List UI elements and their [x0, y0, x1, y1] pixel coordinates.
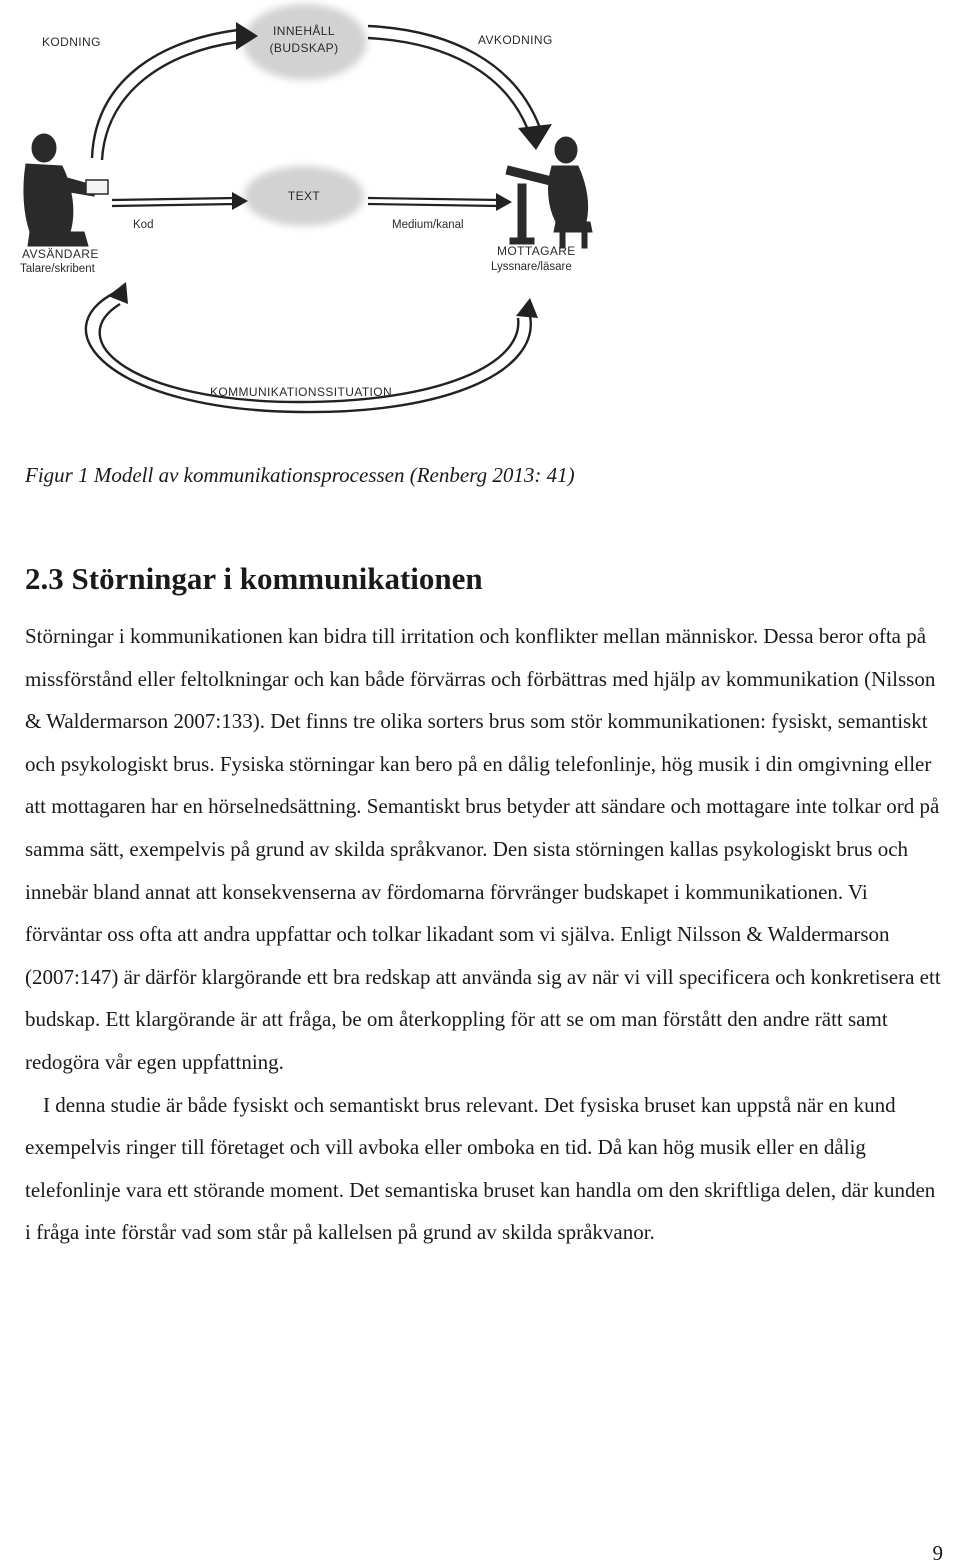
sender-sublabel: Talare/skribent [20, 263, 95, 275]
situation-arrowhead-right [516, 298, 538, 318]
situation-label: KOMMUNIKATIONSSITUATION [210, 385, 393, 399]
paragraph: I denna studie är både fysiskt och semantiskt brus relevant. Det fysiska bruset kan uppstå när en kund exempelvis ringer till företaget och vill avboka eller omboka en tid. Då kan hög musik eller en dålig telefonlinje vara ett störande moment. Det semantiska bruset kan handla om den skriftliga delen, där kunden i fråga inte förstår vad som står på kallelsen på grund av skilda språkvanor. [25, 1092, 936, 1245]
medium-arrow [368, 198, 500, 206]
receiver-figure-icon [506, 137, 592, 248]
communication-model-figure [0, 0, 960, 430]
encoding-label: KODNING [42, 35, 101, 49]
content-label-line2: (BUDSKAP) [269, 41, 339, 55]
decoding-arrowhead [518, 124, 552, 150]
communication-model-diagram [0, 0, 960, 430]
decoding-label: AVKODNING [478, 33, 553, 47]
sender-figure-icon [24, 134, 108, 246]
receiver-label: MOTTAGARE [497, 244, 576, 258]
figure-caption: Figur 1 Modell av kommunikationsprocessen (Renberg 2013: 41) [25, 463, 575, 487]
section-heading: 2.3 Störningar i kommunikationen [25, 561, 483, 596]
situation-arrowhead-left [108, 282, 128, 304]
code-label: Kod [133, 219, 154, 231]
paragraph: Störningar i kommunikationen kan bidra till irritation och konflikter mellan människor. Dessa beror ofta på missförstånd eller feltolkningar och kan både förvärras och förbättras med hjälp av kommunikation (Nilsson & Waldermarson 2007:133). Det finns tre olika sorters brus som stör kommunikationen: fysiskt, semantiskt och psykologiskt brus. Fysiska störningar kan bero på en dålig telefonlinje, hög musik i din omgivning eller att mottagaren har en hörselnedsättning. Semantiskt brus betyder att sändare och mottagare inte tolkar ord på samma sätt, exempelvis på grund av skilda språkvanor. Den sista störningen kallas psykologiskt brus och innebär bland annat att konsekvenserna av fördomarna förvränger budskapet i kommunikationen. Vi förväntar oss ofta att andra uppfattar och tolkar likadant som vi själva. Enligt Nilsson & Waldermarson (2007:147) är därför klargörande ett bra redskap att använda sig av när vi vill specificera och konkretisera ett budskap. Ett klargörande är att fråga, be om återkoppling för att se om man förstått den andre rätt samt redogöra vår egen uppfattning. [25, 624, 941, 1074]
encoding-arrow [92, 30, 238, 160]
content-label-line1: INNEHÅLL [273, 24, 335, 38]
receiver-sublabel: Lyssnare/läsare [491, 261, 572, 273]
body-text [25, 615, 945, 1254]
medium-label: Medium/kanal [392, 219, 464, 231]
medium-arrowhead [496, 193, 512, 211]
sender-label: AVSÄNDARE [22, 247, 99, 261]
text-label: TEXT [287, 189, 321, 203]
page-number: 9 [932, 1541, 943, 1565]
code-arrow [112, 198, 236, 206]
